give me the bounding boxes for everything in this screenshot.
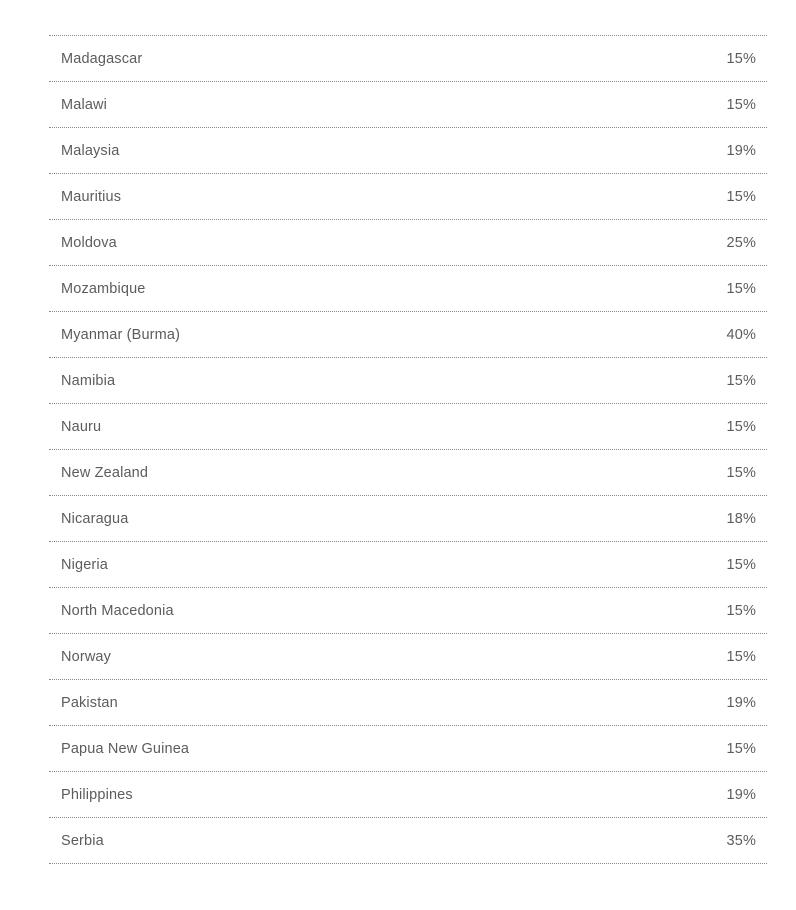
table-row [49, 450, 767, 496]
rate-value: 15% [726, 280, 756, 297]
table-row [49, 82, 767, 128]
rate-value: 15% [726, 602, 756, 619]
country-name: Nauru [61, 418, 102, 435]
country-name: Mozambique [61, 280, 146, 297]
table-row [49, 588, 767, 634]
country-name: Namibia [61, 372, 116, 389]
table-row [49, 680, 767, 726]
table-row [49, 312, 767, 358]
country-name: Pakistan [61, 694, 118, 711]
rate-value: 18% [726, 510, 756, 527]
rate-value: 19% [726, 142, 756, 159]
country-name: Myanmar (Burma) [61, 326, 181, 343]
country-name: New Zealand [61, 464, 149, 481]
rate-value: 15% [726, 188, 756, 205]
country-name: Malaysia [61, 142, 120, 159]
rate-value: 15% [726, 556, 756, 573]
country-name: Serbia [61, 832, 104, 849]
rate-value: 15% [726, 464, 756, 481]
table-row [49, 36, 767, 82]
country-name: Philippines [61, 786, 133, 803]
country-name: North Macedonia [61, 602, 174, 619]
rate-value: 15% [726, 50, 756, 67]
country-name: Madagascar [61, 50, 143, 67]
table-row [49, 404, 767, 450]
rate-value: 25% [726, 234, 756, 251]
table-row [49, 496, 767, 542]
rate-value: 19% [726, 786, 756, 803]
table-row [49, 634, 767, 680]
rate-value: 40% [726, 326, 756, 343]
rate-value: 15% [726, 96, 756, 113]
country-name: Malawi [61, 96, 108, 113]
table-row [49, 220, 767, 266]
rate-value: 15% [726, 740, 756, 757]
country-name: Nigeria [61, 556, 108, 573]
country-rate-table [49, 35, 767, 864]
table-row [49, 358, 767, 404]
country-name: Moldova [61, 234, 117, 251]
table-row [49, 174, 767, 220]
rate-value: 15% [726, 418, 756, 435]
country-name: Mauritius [61, 188, 122, 205]
country-name: Papua New Guinea [61, 740, 190, 757]
country-name: Norway [61, 648, 112, 665]
rate-value: 19% [726, 694, 756, 711]
rate-value: 15% [726, 648, 756, 665]
table-row [49, 266, 767, 312]
country-name: Nicaragua [61, 510, 129, 527]
table-row [49, 128, 767, 174]
table-row [49, 542, 767, 588]
table-row [49, 818, 767, 864]
rate-value: 15% [726, 372, 756, 389]
table-row [49, 726, 767, 772]
rate-value: 35% [726, 832, 756, 849]
table-row [49, 772, 767, 818]
